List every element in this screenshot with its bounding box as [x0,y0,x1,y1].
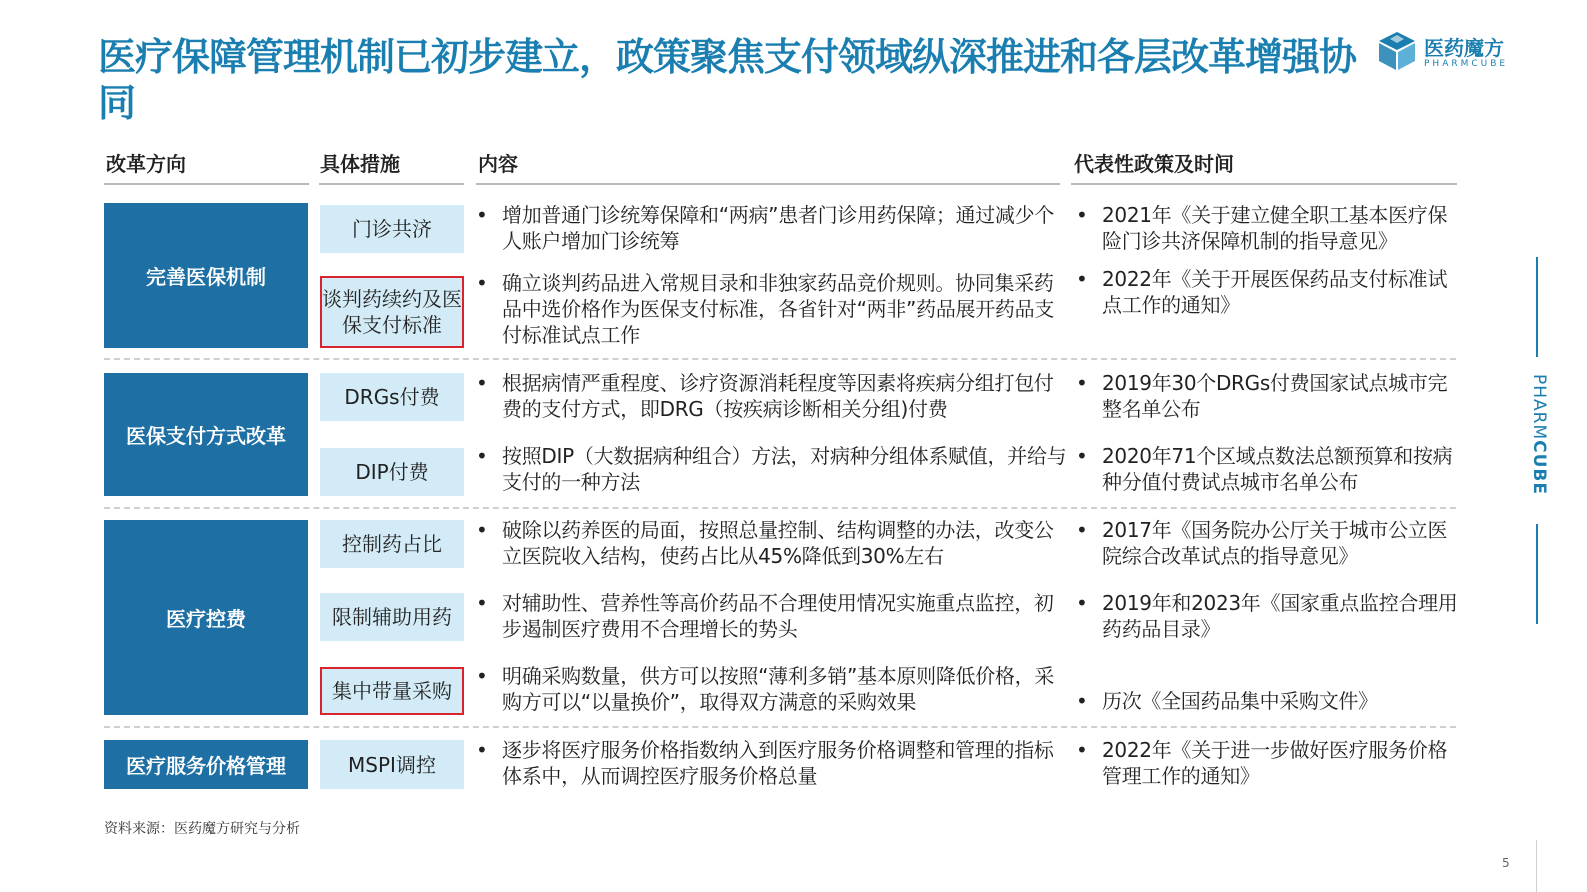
content-text [474,663,1070,715]
measure-cell: DRGs付费 [320,373,464,421]
policy-text [1074,202,1466,254]
content-line: 确立谈判药品进入常规目录和非独家药品竞价规则。协同集采药品中选价格作为医保支付标准，各省针对“两非”药品展开药品支付标准试点工作 [502,271,1055,347]
bullet-dot: • [476,271,488,295]
bullet-dot: • [476,664,488,688]
content-text [474,202,1070,254]
bullet-dot: • [1076,591,1088,615]
pharmcube-logo [1374,28,1534,76]
bullet-dot: • [476,203,488,227]
category-cell: 医疗服务价格管理 [104,740,308,789]
measure-cell: DIP付费 [320,448,464,496]
bullet-dot: • [1076,518,1088,542]
category-cell: 完善医保机制 [104,203,308,348]
row-divider [104,358,1456,360]
policy-text [1074,266,1466,318]
row-divider [104,507,1456,509]
content-line: 逐步将医疗服务价格指数纳入到医疗服务价格调整和管理的指标体系中，从而调控医疗服务价格总量 [502,738,1054,788]
row-divider [104,726,1456,728]
side-brand-text [1527,374,1549,495]
policy-text [1074,370,1466,422]
bullet-dot: • [1076,371,1088,395]
cube-logo-icon [1376,30,1418,72]
policy-text [1074,688,1466,714]
policy-text [1074,443,1466,495]
bullet-dot: • [476,591,488,615]
content-line: 增加普通门诊统筹保障和“两病”患者门诊用药保障；通过减少个人账户增加门诊统筹 [502,203,1055,253]
policy-line: 2019年和2023年《国家重点监控合理用药药品目录》 [1102,591,1458,641]
header-divider [476,183,1060,185]
content-text [474,443,1070,495]
bullet-dot: • [476,738,488,762]
content-line: 破除以药养医的局面，按照总量控制、结构调整的办法，改变公立医院收入结构，使药占比从45%降低到30%左右 [502,518,1054,568]
measure-cell: 门诊共济 [320,205,464,253]
side-brand-cube: CUBE [1529,440,1549,496]
bullet-dot: • [1076,444,1088,468]
header-divider [104,183,309,185]
policy-line: 2022年《关于开展医保药品支付标准试点工作的通知》 [1102,267,1448,317]
corner-divider [1536,840,1537,892]
bullet-dot: • [1076,738,1088,762]
page-title: 医疗保障管理机制已初步建立，政策聚焦支付领域纵深推进和各层改革增强协同 [98,35,1357,125]
content-text [474,737,1070,789]
side-accent-line [1536,524,1538,624]
measure-cell: MSPI调控 [320,740,464,789]
policy-line: 2022年《关于进一步做好医疗服务价格管理工作的通知》 [1102,738,1448,788]
content-line: 按照DIP（大数据病种组合）方法，对病种分组体系赋值，并给与支付的一种方法 [502,444,1067,494]
bullet-dot: • [1076,267,1088,291]
category-cell: 医疗控费 [104,520,308,715]
content-line: 根据病情严重程度、诊疗资源消耗程度等因素将疾病分组打包付费的支付方式，即DRG（按疾病诊断相关分组)付费 [502,371,1054,421]
content-text [474,270,1070,348]
policy-line: 历次《全国药品集中采购文件》 [1102,689,1378,713]
policy-line: 2020年71个区域点数法总额预算和按病种分值付费试点城市名单公布 [1102,444,1453,494]
policy-text [1074,517,1466,569]
header-content: 内容 [478,152,518,176]
side-accent-line [1536,257,1538,357]
measure-cell: 控制药占比 [320,520,464,568]
policy-line: 2019年30个DRGs付费国家试点城市完整名单公布 [1102,371,1448,421]
bullet-dot: • [476,371,488,395]
policy-text [1074,590,1466,642]
measure-cell-highlighted: 谈判药续约及医保支付标准 [320,276,464,348]
content-text [474,517,1070,569]
policy-line: 2017年《国务院办公厅关于城市公立医院综合改革试点的指导意见》 [1102,518,1448,568]
measure-cell-highlighted: 集中带量采购 [320,667,464,715]
bullet-dot: • [476,444,488,468]
logo-text-en: PHARMCUBE [1424,59,1509,69]
bullet-dot: • [476,518,488,542]
header-measures: 具体措施 [320,152,400,176]
header-divider [1071,183,1457,185]
bullet-dot: • [1076,689,1088,713]
measure-cell: 限制辅助用药 [320,593,464,641]
policy-line: 2021年《关于建立健全职工基本医疗保险门诊共济保障机制的指导意见》 [1102,203,1448,253]
content-line: 明确采购数量，供方可以按照“薄利多销”基本原则降低价格，采购方可以“以量换价”，取得双方满意的采购效果 [502,664,1055,714]
header-direction: 改革方向 [106,152,186,176]
source-note: 资料来源：医药魔方研究与分析 [104,821,300,837]
category-cell: 医保支付方式改革 [104,373,308,496]
logo-text-cn: 医药魔方 [1424,36,1504,60]
page-number: 5 [1502,856,1510,870]
header-divider [319,183,464,185]
policy-text [1074,737,1466,789]
content-text [474,590,1070,642]
content-text [474,370,1070,422]
side-brand-pharm: PHARM [1529,374,1549,441]
header-policy: 代表性政策及时间 [1074,152,1234,176]
content-line: 对辅助性、营养性等高价药品不合理使用情况实施重点监控，初步遏制医疗费用不合理增长的势头 [502,591,1054,641]
bullet-dot: • [1076,203,1088,227]
